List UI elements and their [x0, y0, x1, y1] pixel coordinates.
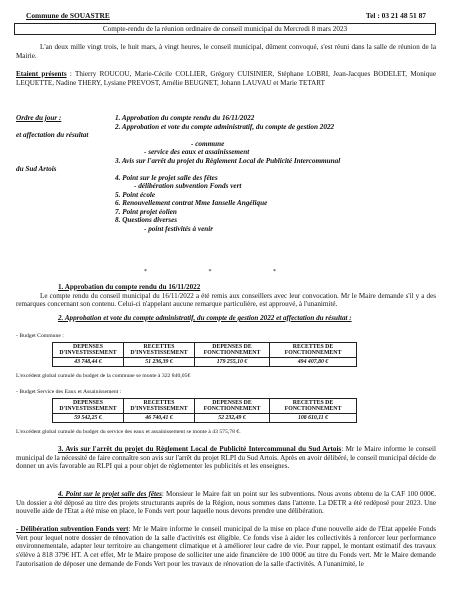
agenda-label: Ordre du jour :	[16, 114, 62, 122]
table-cell: 46 740,41 €	[124, 414, 195, 423]
document-title: Compte-rendu de la réunion ordinaire de conseil municipal du Mercredi 8 mars 2023	[14, 23, 436, 35]
letterhead	[26, 11, 426, 20]
table-header: DEPENSES DE FONCTIONNEMENT	[195, 399, 270, 414]
section-4-title: 4. Point sur le projet salle des fêtes	[58, 490, 162, 498]
section-2-title: 2. Approbation et vote du compte administratif, du compte de gestion 2022 et affectation du résultat :	[58, 314, 352, 322]
section-3-title: 3. Avis sur l'arrêt du projet du Règlement Local de Publicité Intercommunal du Sud Artois	[58, 445, 342, 453]
table-cell: 108 610,11 €	[270, 414, 357, 423]
table-cell: 51 236,39 €	[124, 358, 195, 367]
attendance-paragraph	[16, 70, 436, 87]
table-row	[53, 358, 357, 367]
table-header-row	[53, 343, 357, 358]
agenda-item: et affectation du résultat	[16, 131, 89, 139]
agenda-item: - service des eaux et assainissement	[144, 148, 250, 156]
section-1-title: 1. Approbation du compte rendu du 16/11/2022	[58, 283, 201, 291]
attendance-label: Etaient présents	[16, 70, 67, 78]
section-4	[16, 490, 436, 516]
section-4-sub-title: - Délibération subvention Fonds vert	[16, 525, 129, 533]
table-cell: 179 255,10 €	[195, 358, 270, 367]
agenda-item: - point festivités à venir	[144, 224, 214, 233]
section-1	[16, 283, 436, 309]
table-cell: 52 232,49 €	[195, 414, 270, 423]
budget-commune-table	[52, 342, 357, 367]
budget-water-table	[52, 398, 357, 423]
intro-paragraph: L'an deux mille vingt trois, le huit mars, à vingt heures, le conseil municipal, dûment convoqué, s'est réuni dans la salle de réunion de la Mairie.	[16, 43, 436, 60]
table-row	[53, 414, 357, 423]
table-header: RECETTES D'INVESTISSEMENT	[124, 399, 195, 414]
section-2	[16, 314, 436, 323]
agenda-item: 3. Avis sur l'arrêt du projet du Règlement Local de Publicité Intercommunal	[115, 156, 341, 165]
budget-commune-label: - Budget Commune :	[16, 333, 64, 339]
commune-name: Commune de SOUASTRE	[26, 11, 110, 20]
table-header: RECETTES D'INVESTISSEMENT	[124, 343, 195, 358]
table-header: RECETTES DE FONCTIONNEMENT	[270, 343, 357, 358]
agenda-item: - délibération subvention Fonds vert	[134, 182, 242, 190]
agenda-item: 5. Point école	[115, 190, 156, 199]
separator-marks: * * *	[144, 269, 306, 275]
agenda-item: 6. Renouvellement contrat Mme Ianselle Angélique	[115, 199, 268, 207]
table-header: DEPENSES DE FONCTIONNEMENT	[195, 343, 270, 358]
budget-water-note: L'excédent global cumulé du budget du service des eaux et assainissement se monte à 43 575,78 €.	[16, 429, 241, 435]
section-4-text: : Monsieur le Maire fait un point sur les subventions. Nous avons obtenu de la CAF 100 000€. Un dossier a été déposé au titre des projets structurants auprès de la Région, nous sommes dans l'attente. La DETR a été redéposé pour 2023. Une nouvelle aide de l'Etat a été mise en place, le Fonds vert pour laquelle nous devons prendre une délibération.	[16, 490, 436, 516]
budget-commune-note: L'excédent global cumulé du budget de la commune se monte à 322 840,05€	[16, 373, 191, 379]
agenda-item: - commune	[191, 139, 225, 148]
agenda-item: 7. Point projet éolien	[115, 207, 177, 216]
table-header-row	[53, 399, 357, 414]
table-header: DEPENSES D'INVESTISSEMENT	[53, 343, 124, 358]
section-1-text: Le compte rendu du conseil municipal du 16/11/2022 a été remis aux conseillers avec leur convocation. Mr le Maire demande s'il y a des remarques concernant son contenu. Celui-ci n'appelant aucune remarque particulière, est approuvé, à l'unanimité.	[16, 291, 436, 309]
section-3-text: : Mr le Maire informe le conseil municipal de la nécessité de faire connaître son avis sur l'arrêt du projet RLPI du Sud Artois. Après en avoir délibéré, le conseil municipal décide de donner un avis favorable au RLPI qui a pour objet de réglementer les publicités et les enseignes.	[16, 445, 436, 471]
agenda-line	[16, 114, 436, 123]
agenda-item: 4. Point sur le projet salle des fêtes	[115, 173, 218, 182]
section-4-sub	[16, 525, 436, 569]
attendance-names: : Thierry ROUCOU, Marie-Cécile COLLIER, Grégory CUISINIER, Stéphane LOBRI, Jean-Jacques BODELET, Monique LEQUETTE, Nadine THERY, Lysiane PREVOST, Amélie BEUGNET, Johann LAUVAU et Marie TETART	[16, 70, 436, 87]
agenda-item: 8. Questions diverses	[115, 216, 178, 224]
table-header: RECETTES DE FONCTIONNEMENT	[270, 399, 357, 414]
phone-number: Tel : 03 21 48 51 87	[365, 11, 426, 20]
section-3	[16, 445, 436, 471]
table-cell: 59 542,25 €	[53, 414, 124, 423]
budget-water-label: - Budget Service des Eaux et Assainissement :	[16, 389, 122, 395]
table-cell: 43 748,44 €	[53, 358, 124, 367]
agenda-item: 2. Approbation et vote du compte administratif, du compte de gestion 2022	[115, 122, 335, 131]
section-4-sub-text: : Mr le Maire informe le conseil municipal de la mise en place d'une nouvelle aide de l'Etat appelée Fonds Vert pour lequel notre dossier de rénovation de la salle d'activités est éligible. Ce fonds vise à aider les collectivités à renforcer leur performance environnementale, adapter leur territoire au changement climatique et à améliorer leur cadre de vie. Pour rappel, le montant estimatif des travaux s'élève à 818 379€ HT. A cet effet, Mr le Maire propose de solliciter une aide financière de 100 000€ au titre du Fonds vert. Mr le Maire demande l'autorisation de déposer une demande de Fonds Vert pour les travaux de rénovation de la salle d'activités. A l'unanimité, le	[16, 525, 437, 568]
agenda	[16, 114, 436, 233]
agenda-item: 1. Approbation du compte rendu du 16/11/2022	[115, 114, 255, 122]
agenda-item: du Sud Artois	[16, 165, 57, 173]
table-cell: 494 407,80 €	[270, 358, 357, 367]
table-header: DEPENSES D'INVESTISSEMENT	[53, 399, 124, 414]
